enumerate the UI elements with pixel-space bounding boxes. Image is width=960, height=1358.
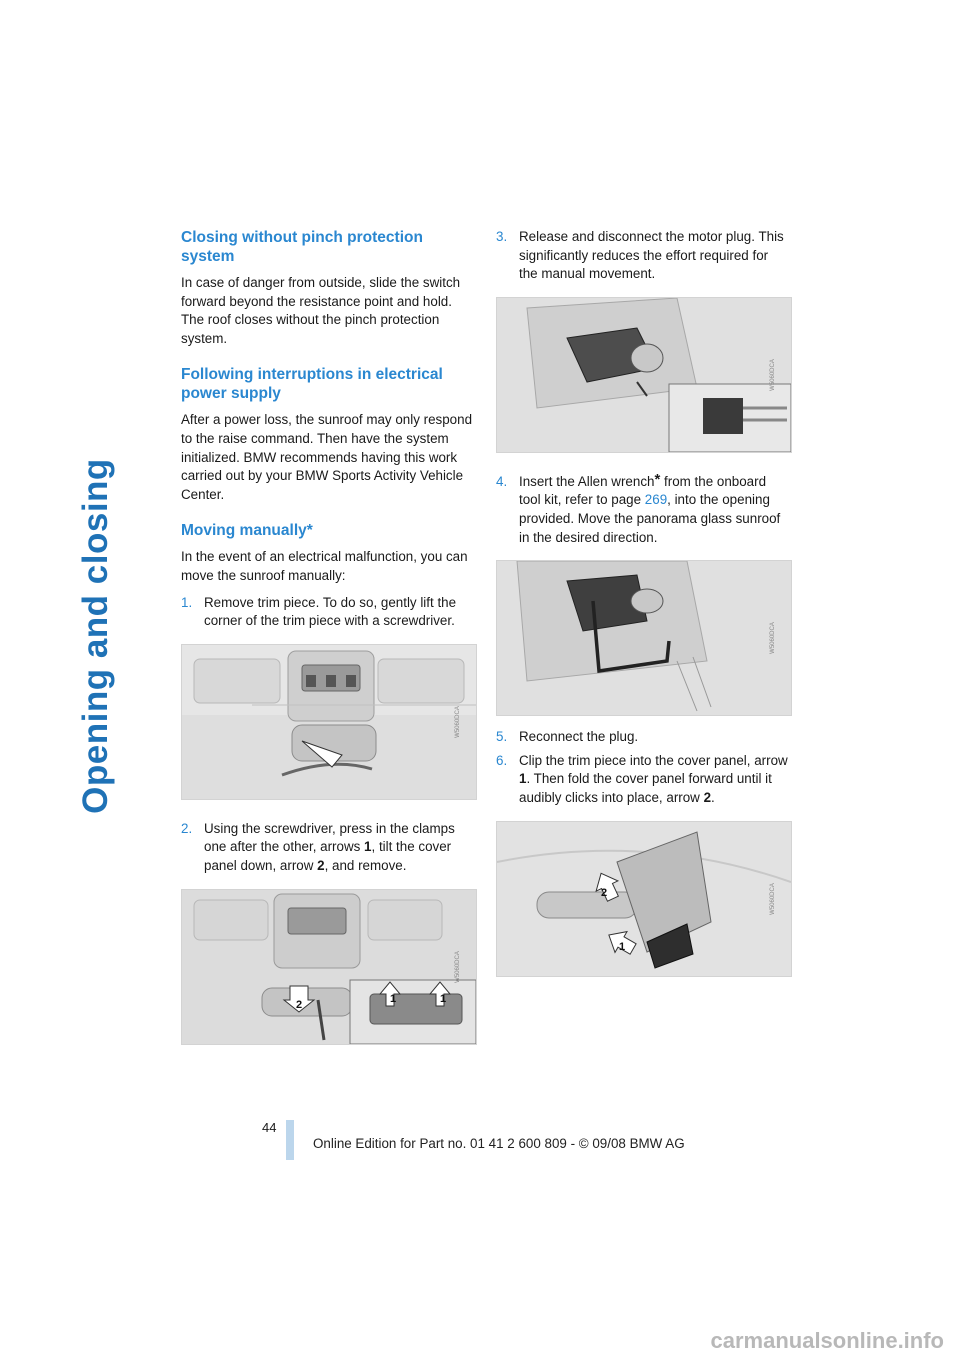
- right-column: [496, 228, 788, 977]
- figure-code: W5060DCA: [455, 950, 462, 983]
- figure-code: W5060DCA: [455, 705, 462, 738]
- section-closing: [181, 228, 473, 348]
- edition-line: Online Edition for Part no. 01 41 2 600 809 - © 09/08 BMW AG: [313, 1136, 685, 1151]
- step-5: [496, 728, 788, 747]
- page-link[interactable]: 269: [644, 492, 668, 508]
- step-1: [181, 594, 473, 631]
- heading-closing-without-pinch: Closing without pinch protection system: [181, 229, 423, 265]
- figure-label-2: 2: [601, 886, 608, 899]
- page-number: 44: [262, 1120, 277, 1135]
- figure-label-1b: 1: [440, 992, 447, 1005]
- section-moving-manually: [181, 521, 473, 630]
- optional-equipment-star: *: [654, 470, 661, 488]
- step-text: Release and disconnect the motor plug. This significantly reduces the effort required for the manual movement.: [519, 229, 784, 282]
- arrow-ref-1: 1: [364, 839, 372, 855]
- section-interruptions: [181, 365, 473, 504]
- chapter-title: Opening and closing: [76, 458, 115, 814]
- arrow-ref-1: 1: [519, 771, 527, 787]
- step-text: Insert the Allen wrench: [519, 473, 655, 489]
- step-text: Clip the trim piece into the cover panel, arrow: [519, 752, 788, 768]
- step-4: [496, 470, 788, 547]
- body-closing: In case of danger from outside, slide the switch forward beyond the resistance point and hold. The roof closes without the pinch protection system.: [181, 275, 461, 346]
- step-text: Reconnect the plug.: [519, 729, 639, 745]
- heading-power-interruptions: Following interruptions in electrical power supply: [181, 366, 443, 403]
- step-text: .: [711, 789, 715, 805]
- arrow-ref-2: 2: [317, 857, 325, 873]
- left-column: [181, 228, 473, 1045]
- step-number: 6.: [496, 752, 508, 768]
- step-number: 3.: [496, 229, 508, 244]
- step-text: , into the opening provided. Move the panorama glass sunroof in the desired direction.: [519, 492, 781, 545]
- step-2: [181, 820, 473, 876]
- heading-moving-manually: Moving manually*: [181, 522, 313, 540]
- step-3: [496, 228, 788, 284]
- step-text: , and remove.: [324, 857, 407, 873]
- step-text: , tilt the cover panel down, arrow: [204, 839, 452, 873]
- step-number: 5.: [496, 729, 508, 745]
- step-6: [496, 752, 788, 808]
- figure-motor-plug: [496, 297, 792, 453]
- figure-allen-wrench: [496, 560, 792, 716]
- figure-code: W5060DCA: [770, 358, 777, 391]
- figure-code: W5060DCA: [770, 622, 777, 654]
- figure-code: W5060DCA: [770, 882, 777, 915]
- figure-motor-plug-drawing: [497, 298, 791, 452]
- figure-label-2: 2: [296, 998, 303, 1011]
- body-manual-intro: In the event of an electrical malfunction, you can move the sunroof manually:: [181, 549, 468, 583]
- figure-allen-wrench-drawing: [497, 561, 791, 715]
- step-number: 4.: [496, 473, 508, 489]
- figure-clip-trim-drawing: [497, 822, 791, 976]
- footer-accent-bar: [286, 1120, 294, 1160]
- body-interruptions: After a power loss, the sunroof may only respond to the raise command. Then have the system initialized. BMW recommends having this work carried out by your BMW Sports Activity Vehicle Center.: [181, 412, 473, 502]
- arrow-ref-2: 2: [703, 789, 712, 805]
- step-text: from the onboard tool kit, refer to page: [519, 473, 767, 508]
- figure-trim-removal: [181, 644, 477, 800]
- step-text: Remove trim piece. To do so, gently lift the corner of the trim piece with a screwdriver.: [204, 594, 457, 629]
- figure-label-1: 1: [619, 940, 626, 953]
- step-text: Using the screwdriver, press in the clamps one after the other, arrows: [204, 820, 455, 855]
- figure-cover-panel-clamps-drawing: [182, 890, 476, 1044]
- figure-clip-trim: [496, 821, 792, 977]
- figure-trim-removal-drawing: [182, 645, 476, 799]
- watermark: carmanualsonline.info: [710, 1328, 944, 1353]
- step-text: . Then fold the cover panel forward until it audibly clicks into place, arrow: [519, 771, 772, 805]
- figure-cover-panel-clamps: [181, 889, 477, 1045]
- figure-label-1a: 1: [390, 992, 397, 1005]
- step-number: 2.: [181, 820, 193, 836]
- step-number: 1.: [181, 594, 193, 610]
